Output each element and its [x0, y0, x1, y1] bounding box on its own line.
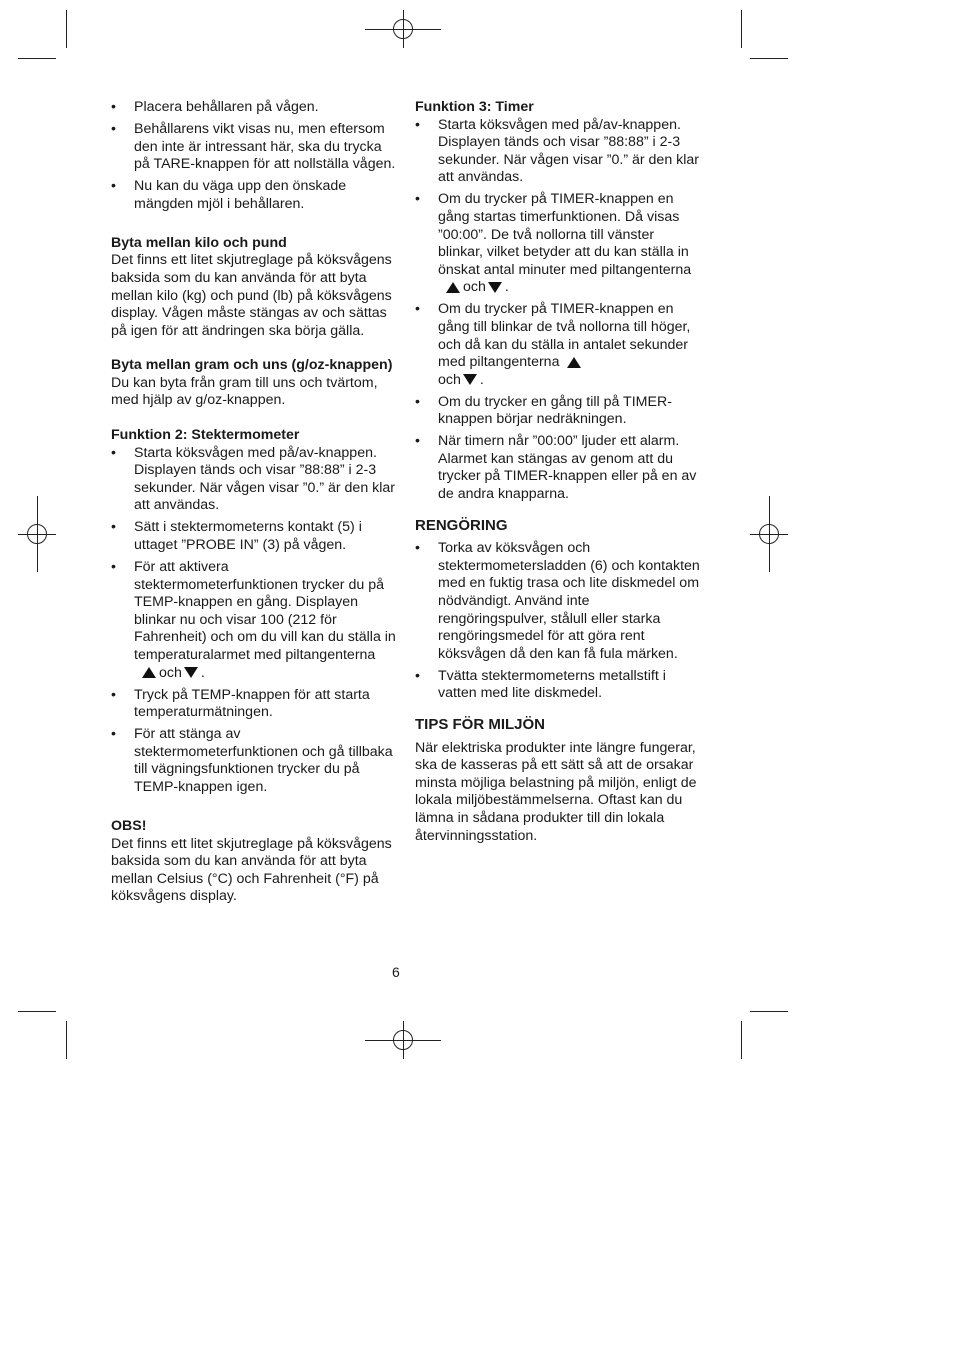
list-item: • Sätt i stektermometerns kontakt (5) i uttaget ”PROBE IN” (3) på vågen.: [111, 519, 396, 554]
environment-text: När elektriska produkter inte längre fungerar, ska de kasseras på ett sätt så att de orsakar minsta möjliga belastning på miljön, enligt de lokala miljöbestämmelserna. Oftast kan du lämna in sådana produkter till din lokala återvinningsstation.: [415, 739, 697, 844]
list-item: • För att aktivera stektermometerfunktionen trycker du på TEMP-knappen en gång. Displayen blinkar nu och visar 100 (212 för Fahrenheit) och om du vill kan du ställa in temperaturalarmet med piltangenternaoch .: [111, 559, 396, 682]
arrow-up-icon: [567, 357, 581, 368]
list-item: • Om du trycker en gång till på TIMER-knappen börjar nedräkningen.: [415, 394, 700, 429]
environment-heading: TIPS FÖR MILJÖN: [415, 715, 546, 733]
list-item: • Starta köksvågen med på/av-knappen. Displayen tänds och visar ”88:88” i 2-3 sekunder. När vågen visar ”0.” är den klar att användas.: [415, 117, 700, 187]
list-item: • När timern når ”00:00” ljuder ett alarm. Alarmet kan stängas av genom att du trycker på TIMER-knappen eller på en av de andra knapparna.: [415, 433, 700, 503]
gram-heading: Byta mellan gram och uns (g/oz-knappen): [111, 357, 393, 374]
cleaning-list: [415, 540, 700, 703]
obs-text: Det finns ett litet skjutreglage på köksvågens baksida som du kan använda för att byta mellan Celsius (°C) och Fahrenheit (°F) på köksvågens display.: [111, 835, 392, 905]
list-item: • Tryck på TEMP-knappen för att starta temperaturmätningen.: [111, 687, 396, 722]
left-column: [111, 99, 396, 906]
list-item: • Nu kan du väga upp den önskade mängden mjöl i behållaren.: [111, 178, 396, 213]
arrow-down-icon: [463, 374, 477, 385]
list-item: • Placera behållaren på vågen.: [111, 99, 396, 117]
function3-heading: Funktion 3: Timer: [415, 99, 534, 115]
list-item: • Torka av köksvågen och stektermometersladden (6) och kontakten med en fuktig trasa och lite diskmedel om nödvändigt. Använd inte rengöringspulver, stålull eller starka rengöringsmedel för att göra rent köksvågen då den kan få fula märken.: [415, 540, 700, 663]
arrow-up-icon: [142, 667, 156, 678]
page-number: 6: [392, 964, 400, 980]
kilo-heading: Byta mellan kilo och pund: [111, 234, 287, 251]
arrow-up-icon: [446, 282, 460, 293]
right-column: [415, 99, 700, 845]
list-item: • För att stänga av stektermometerfunktionen och gå tillbaka till vägningsfunktionen trycker du på TEMP-knappen igen.: [111, 726, 396, 796]
intro-list: [111, 99, 396, 213]
cleaning-heading: RENGÖRING: [415, 516, 508, 534]
list-item: • Om du trycker på TIMER-knappen en gång startas timerfunktionen. Då visas ”00:00”. De två nollorna till vänster blinkar, vilket betyder att du kan ställa in önskat antal minuter med piltangenternaoch .: [415, 191, 700, 297]
arrow-down-icon: [184, 667, 198, 678]
arrow-down-icon: [488, 282, 502, 293]
kilo-text: Det finns ett litet skjutreglage på köksvågens baksida som du kan använda för att byta mellan kilo (kg) och pund (lb) på köksvågens display. Vågen måste stängas av och sättas på igen för att ändringen ska börja gälla.: [111, 252, 392, 339]
function2-heading: Funktion 2: Stektermometer: [111, 427, 300, 444]
gram-text: Du kan byta från gram till uns och tvärtom, med hjälp av g/oz-knappen.: [111, 374, 378, 409]
list-item: • Starta köksvågen med på/av-knappen. Displayen tänds och visar ”88:88” i 2-3 sekunder. När vågen visar ”0.” är den klar att användas.: [111, 445, 396, 515]
obs-heading: OBS!: [111, 817, 147, 834]
function2-list: [111, 445, 396, 797]
list-item: • Tvätta stektermometerns metallstift i vatten med lite diskmedel.: [415, 668, 700, 703]
list-item: • Om du trycker på TIMER-knappen en gång till blinkar de två nollorna till höger, och då kan du ställa in antalet sekunder med piltangenterna och .: [415, 301, 700, 389]
list-item: • Behållarens vikt visas nu, men eftersom den inte är intressant här, ska du trycka på TARE-knappen för att nollställa vågen.: [111, 121, 396, 174]
function3-list: [415, 117, 700, 504]
